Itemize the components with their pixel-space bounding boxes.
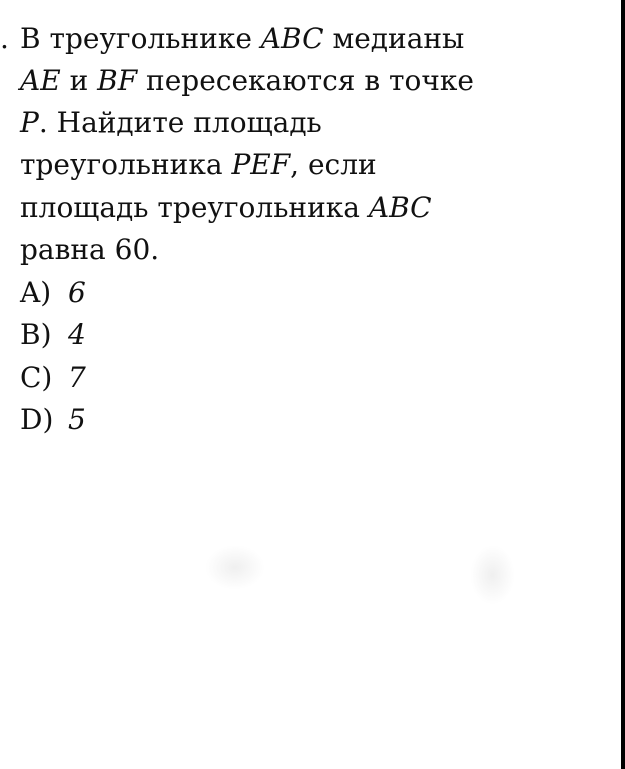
math-expression: BF [97, 64, 138, 97]
problem-line [20, 148, 377, 182]
text-segment: пересекаются в точке [137, 64, 474, 97]
math-expression: ABC [368, 191, 432, 224]
text-segment: и [60, 64, 98, 97]
answer-option [20, 361, 86, 395]
answer-option [20, 276, 86, 310]
page-right-border [621, 0, 625, 769]
option-value: 4 [68, 318, 86, 351]
text-segment: , если [290, 148, 377, 181]
scan-smudge-right [470, 545, 515, 605]
problem-number-dot: . [0, 22, 9, 55]
text-segment: . Найдите площадь [38, 106, 322, 139]
option-label: D) [20, 403, 54, 436]
math-expression: PEF [231, 148, 291, 181]
text-segment: В треугольнике [20, 22, 261, 55]
scan-smudge-left [205, 545, 265, 590]
answer-option [20, 403, 86, 437]
option-label: B) [20, 318, 52, 351]
problem-line [20, 191, 432, 225]
math-expression: P [20, 106, 39, 139]
text-segment: равна 60. [20, 233, 160, 266]
math-expression: ABC [260, 22, 324, 55]
option-label: C) [20, 361, 53, 394]
option-label: A) [20, 276, 52, 309]
problem-line [20, 233, 159, 267]
problem-line [20, 22, 464, 56]
text-segment: медианы [323, 22, 465, 55]
text-segment: площадь треугольника [20, 191, 369, 224]
answer-option [20, 318, 86, 352]
text-segment: треугольника [20, 148, 232, 181]
option-value: 5 [68, 403, 86, 436]
option-value: 6 [68, 276, 86, 309]
option-value: 7 [68, 361, 86, 394]
math-expression: AE [20, 64, 61, 97]
problem-line [20, 64, 474, 98]
problem-line [20, 106, 322, 140]
